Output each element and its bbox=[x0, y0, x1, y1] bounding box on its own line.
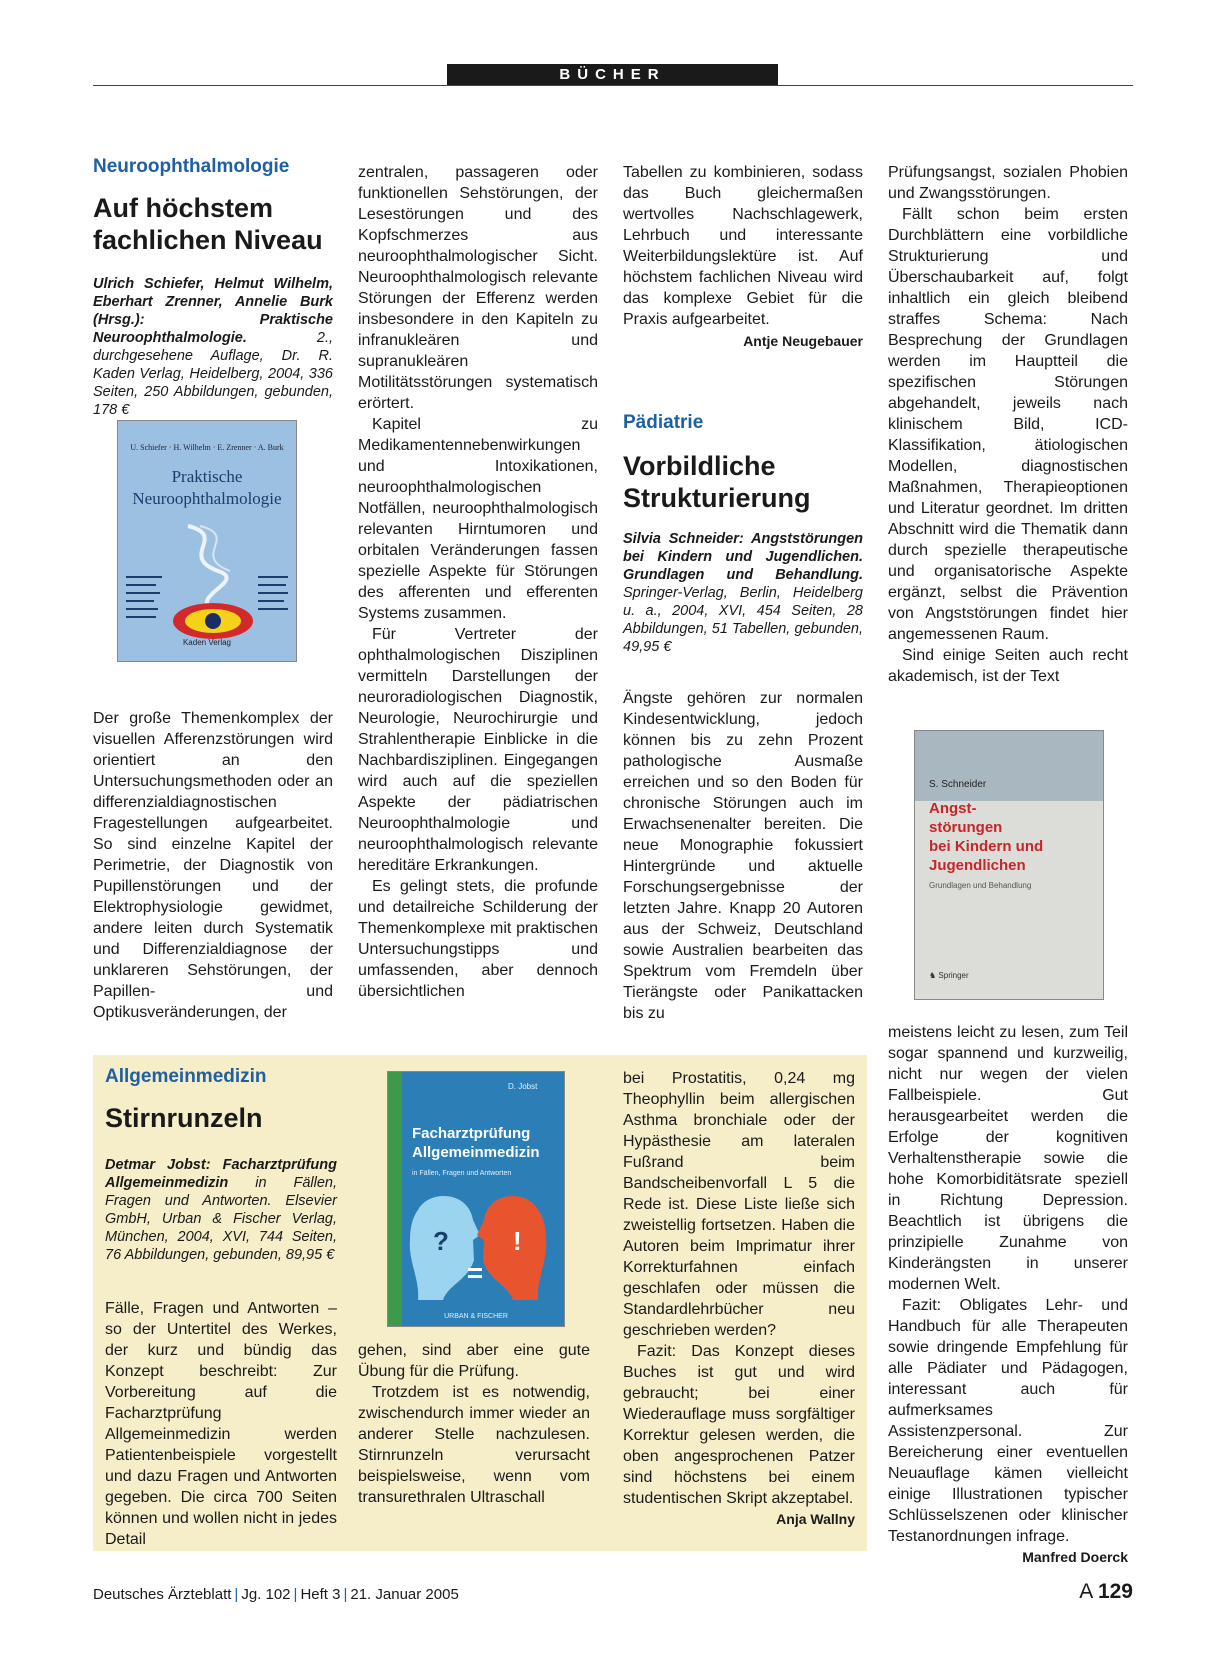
article3-col3: bei Prostatitis, 0,24 mg Theophyllin beim allergischen Asthma bronchiale oder der Hypästhesie am lateralen Fußrand beim Bandscheibenvorfall L 5 die Rede ist. Diese Liste ließe sich zweistellig fortsetzen. Haben die Autoren beim Imprimatur ihrer Korrekturfahnen einfach geschlafen oder müssen die Standardlehrbücher neu geschrieben werden? Fazit: Das Konzept dieses Buches ist gut und wird gebraucht; bei einer Wiederauflage muss sorgfältiger Korrektur gelesen werden, die oben angesprochenen Patzer sind höchstens bei einem studentischen Skript akzeptabel. Anja Wallny bbox=[623, 1068, 855, 1530]
svg-text:!: ! bbox=[513, 1226, 522, 1256]
article1-col2: zentralen, passageren oder funktionellen Sehstörungen, der Lesestörungen und des Kopfschmerzes aus neuroophthalmologischer Sicht. Neuroophthalmologisch relevante Störungen der Efferenz werden insbesondere in den Kapiteln zu infranukleären und supranukleären Motilitätsstörungen systematisch erörtert. Kapitel zu Medikamentennebenwirkungen und Intoxikationen, neuroophthalmologischen Notfällen, neuroophthalmologisch relevanten Hirntumoren und orbitalen Veränderungen fassen spezielle Aspekte für Störungen des afferenten und efferenten Systems zusammen. Für Vertreter der ophthalmologischen Disziplinen vermitteln Darstellungen der neuroradiologischen Diagnostik, Neurologie, Neurochirurgie und Strahlentherapie Einblicke in die Nachbardisziplinen. Eingegangen wird auch auf die speziellen Aspekte der pädiatrischen Neuroophthalmologie und neuroophthalmologisch relevante hereditäre Erkrankungen. Es gelingt stets, die profunde und detailreiche Schilderung der Themenkomplexe mit praktischen Untersuchungstipps und umfassenden, aber dennoch übersichtlichen bbox=[358, 164, 598, 1000]
cover-title: Facharztprüfung Allgemeinmedizin bbox=[412, 1125, 540, 1161]
article3-rubric: Allgemeinmedizin bbox=[105, 1066, 267, 1087]
two-heads-illustration-icon bbox=[388, 1190, 564, 1310]
cover-title: Angst- störungen bei Kindern und Jugendlichen bbox=[929, 800, 1044, 874]
article2-col3: Ängste gehören zur normalen Kindesentwicklung, jedoch können bis zu zehn Prozent pathologische Ausmaße erreichen und so den Boden für chronische Störungen auch im Erwachsenenalter bereiten. Die neue Monographie fokussiert Hintergründe und aktuelle Forschungsergebnisse der letzten Jahre. Knapp 20 Autoren aus der Schweiz, Deutschland sowie Australien bearbeiten das Spektrum vom Fremdeln über Tierängste oder Panikattacken bis zu bbox=[623, 690, 863, 1022]
book-cover-angststoerungen: S. Schneider Angst- störungen bei Kindern und Jugendlichen Grundlagen und Behandlung ♞ Springer bbox=[914, 730, 1104, 1000]
article1-signature: Antje Neugebauer bbox=[743, 333, 863, 349]
article3-col1: Fälle, Fragen und Antworten – so der Untertitel des Werkes, der kurz und bündig das Konzept beschreibt: Zur Vorbereitung auf die Facharztprüfung Allgemeinmedizin werden Patientenbeispiele vorgestellt und dazu Fragen und Antworten gegeben. Die circa 700 Seiten können und wollen nicht in jedes Detail bbox=[105, 1300, 337, 1548]
article1-rubric: Neuroophthalmologie bbox=[93, 156, 290, 177]
section-label: BÜCHER bbox=[447, 64, 778, 86]
article2-signature: Manfred Doerck bbox=[1022, 1549, 1128, 1565]
book-cover-facharztpruefung: D. Jobst Facharztprüfung Allgemeinmedizin in Fällen, Fragen und Antworten ? ! URBAN & FISCHER bbox=[387, 1071, 565, 1327]
page-footer: Deutsches Ärzteblatt | Jg. 102 | Heft 3 | 21. Januar 2005 bbox=[93, 1586, 459, 1603]
eye-illustration-icon bbox=[118, 516, 296, 646]
book-cover-neuroophthalmologie: U. Schiefer · H. Wilhelm · E. Zrenner · A. Burk Praktische Neuroophthalmologie Kaden Verlag bbox=[117, 420, 297, 662]
article2-headline: Vorbildliche Strukturierung bbox=[623, 451, 811, 513]
article2-col4b: meistens leicht zu lesen, zum Teil sogar spannend und kurzweilig, nicht nur wegen der vielen Fallbeispiele. Gut herausgearbeitet werden die Erfolge der kognitiven Verhaltenstherapie sowie die hohe Komorbiditätsrate speziell in Richtung Depression. Beachtlich ist übrigens die prinzipielle Zunahme von Kinderängsten in unserer modernen Welt. Fazit: Obligates Lehr- und Handbuch für alle Therapeuten sowie dringende Empfehlung für alle Pädiater und Pädagogen, interessant auch für aufmerksames Assistenzpersonal. Zur Bereicherung einer eventuellen Neuauflage kämen vielleicht einige Illustrationen typischer Schlüsselszenen oder klinischer Testanordnungen infrage. Manfred Doerck bbox=[888, 1022, 1128, 1568]
header-rule bbox=[93, 85, 1133, 86]
article1-biblio: Ulrich Schiefer, Helmut Wilhelm, Eberhart Zrenner, Annelie Burk (Hrsg.): Praktische Neuroophthalmologie. 2., durchgesehene Auflage, Dr. R. Kaden Verlag, Heidelberg, 2004, 336 Seiten, 250 Abbildungen, gebunden, 178 € bbox=[93, 276, 333, 418]
article2-biblio: Silvia Schneider: Angststörungen bei Kindern und Jugendlichen. Grundlagen und Behandlung. Springer-Verlag, Berlin, Heidelberg u. a., 2004, XVI, 454 Seiten, 28 Abbildungen, 51 Tabellen, gebunden, 49,95 € bbox=[623, 531, 863, 655]
page-number: A 129 bbox=[1079, 1580, 1133, 1603]
article3-col2: gehen, sind aber eine gute Übung für die Prüfung. Trotzdem ist es notwendig, zwischendurch immer wieder an anderer Stelle nachzulesen. Stirnrunzeln verursacht beispielsweise, wenn vom transurethralen Ultraschall bbox=[358, 1342, 590, 1506]
cover-publisher: ♞ Springer bbox=[929, 971, 969, 980]
article1-col1: Der große Themenkomplex der visuellen Afferenzstörungen wird orientiert an den Untersuchungsmethoden oder an differenzialdiagnostischen Fragestellungen aufgearbeitet. So sind einzelne Kapitel der Perimetrie, der Diagnostik von Pupillenstörungen und der Elektrophysiologie gewidmet, andere leiten durch Systematik und Differenzialdiagnose der unklareren Sehstörungen, der Papillen- und Optikusveränderungen, der bbox=[93, 710, 333, 1021]
article3-headline: Stirnrunzeln bbox=[105, 1103, 263, 1133]
article3-biblio: Detmar Jobst: Facharztprüfung Allgemeinmedizin in Fällen, Fragen und Antworten. Elsevier GmbH, Urban & Fischer Verlag, München, 2004, XVI, 744 Seiten, 76 Abbildungen, gebunden, 89,95 € bbox=[105, 1157, 337, 1263]
journal-date: 21. Januar 2005 bbox=[350, 1586, 459, 1603]
article2-col4a: Prüfungsangst, sozialen Phobien und Zwangsstörungen. Fällt schon beim ersten Durchblättern eine vorbildliche Strukturierung und Überschaubarkeit auf, folgt inhaltlich ein gleich bleibend straffes Schema: Nach Besprechung der Grundlagen werden im Hauptteil die spezifischen Störungen abgehandelt, jeweils nach klinischem Bild, ICD-Klassifikation, ätiologischen Modellen, diagnostischen Maßnahmen, Therapieoptionen und Literatur geordnet. Im dritten Abschnitt wird die Thematik dann durch spezielle therapeutische und organisatorische Aspekte ergänzt, selbst die Prävention von Angststörungen findet hier angemessenen Raum. Sind einige Seiten auch recht akademisch, ist der Text bbox=[888, 164, 1128, 685]
cover-photo bbox=[915, 731, 1103, 801]
journal-name: Deutsches Ärzteblatt bbox=[93, 1586, 232, 1603]
article3-signature: Anja Wallny bbox=[776, 1511, 855, 1527]
article1-col3: Tabellen zu kombinieren, sodass das Buch gleichermaßen wertvolles Nachschlagewerk, Lehrbuch und interessante Weiterbildungslektüre ist. Auf höchstem fachlichen Niveau wird das komplexe Gebiet für die Praxis aufgearbeitet. bbox=[623, 164, 863, 328]
article1-headline: Auf höchstem fachlichen Niveau bbox=[93, 193, 323, 255]
svg-text:?: ? bbox=[433, 1226, 449, 1256]
article2-rubric: Pädiatrie bbox=[623, 412, 704, 433]
journal-volume: Jg. 102 bbox=[241, 1586, 291, 1603]
journal-issue: Heft 3 bbox=[300, 1586, 341, 1603]
springer-horse-icon: ♞ bbox=[929, 971, 937, 980]
